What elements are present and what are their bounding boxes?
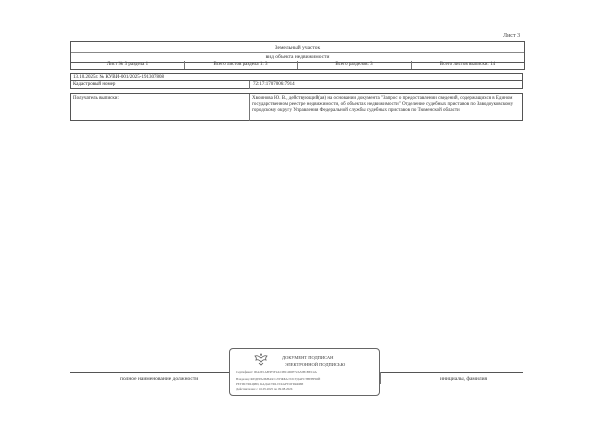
extract-date-number: 13.10.2025г. № КУВИ-001/2025-191307808: [70, 73, 523, 81]
sections-total: Всего разделов: 3: [297, 61, 412, 69]
stamp-owner: Владелец: ФЕДЕРАЛЬНАЯ СЛУЖБА ГОСУДАРСТВЕННОЙ: [236, 377, 321, 381]
signature-name-label: инициалы, фамилия: [440, 376, 488, 382]
sheet-label: Лист 3: [503, 33, 521, 39]
section-sheets-total: Всего листов раздела 1: 3: [184, 61, 298, 69]
cadastral-row: [70, 81, 523, 89]
recipient-row: [70, 93, 523, 121]
cadastral-label: Кадастровый номер: [73, 82, 116, 87]
stamp-title-electronic: ЭЛЕКТРОННОЙ ПОДПИСЬЮ: [285, 362, 346, 367]
stamp-validity: Действителен: с 16.05.2025 по 09.08.2026: [236, 387, 293, 391]
signature-divider-right: [380, 372, 381, 384]
recipient-label: Получатель выписки:: [73, 96, 119, 101]
extract-sheets-total: Всего листов выписки: 14: [439, 62, 496, 67]
stamp-title-signed: ДОКУМЕНТ ПОДПИСАН: [282, 355, 334, 360]
object-type-subtitle: вид объекта недвижимости: [265, 54, 330, 60]
recipient-text: Хвоинова Ю. В., действующий(ая) на основании документа "Запрос о предоставлении сведений, содержащихся в Едином государственном реестре недвижимости, об объектах недвижимости" Отделение судебных приставов по Заводоуковскому городскому округу Управления Федеральной службы судебных приставов по Тюменской области: [252, 96, 514, 114]
recipient-divider: [249, 94, 250, 121]
stamp-certificate: Сертификат: 00A2E1AB3F5F2AC08C4D0F72A52B1BEC4A: [236, 370, 317, 374]
eagle-emblem-icon: [253, 352, 269, 366]
section-sheet-number: Лист № 3 раздела 1: [71, 61, 185, 69]
signature-position-label: полное наименование должности: [120, 376, 199, 382]
cadastral-number: 72:17:1707006:7914: [253, 82, 295, 87]
stamp-owner-cont: РЕГИСТРАЦИИ, КАДАСТРА И КАРТОГРАФИИ: [236, 382, 304, 386]
object-type-header: [70, 41, 525, 63]
cadastral-divider: [249, 81, 250, 89]
section-info-row: [70, 61, 525, 70]
electronic-signature-stamp: [229, 348, 380, 396]
header-divider: [71, 52, 524, 53]
object-type-title: Земельный участок: [274, 45, 321, 51]
